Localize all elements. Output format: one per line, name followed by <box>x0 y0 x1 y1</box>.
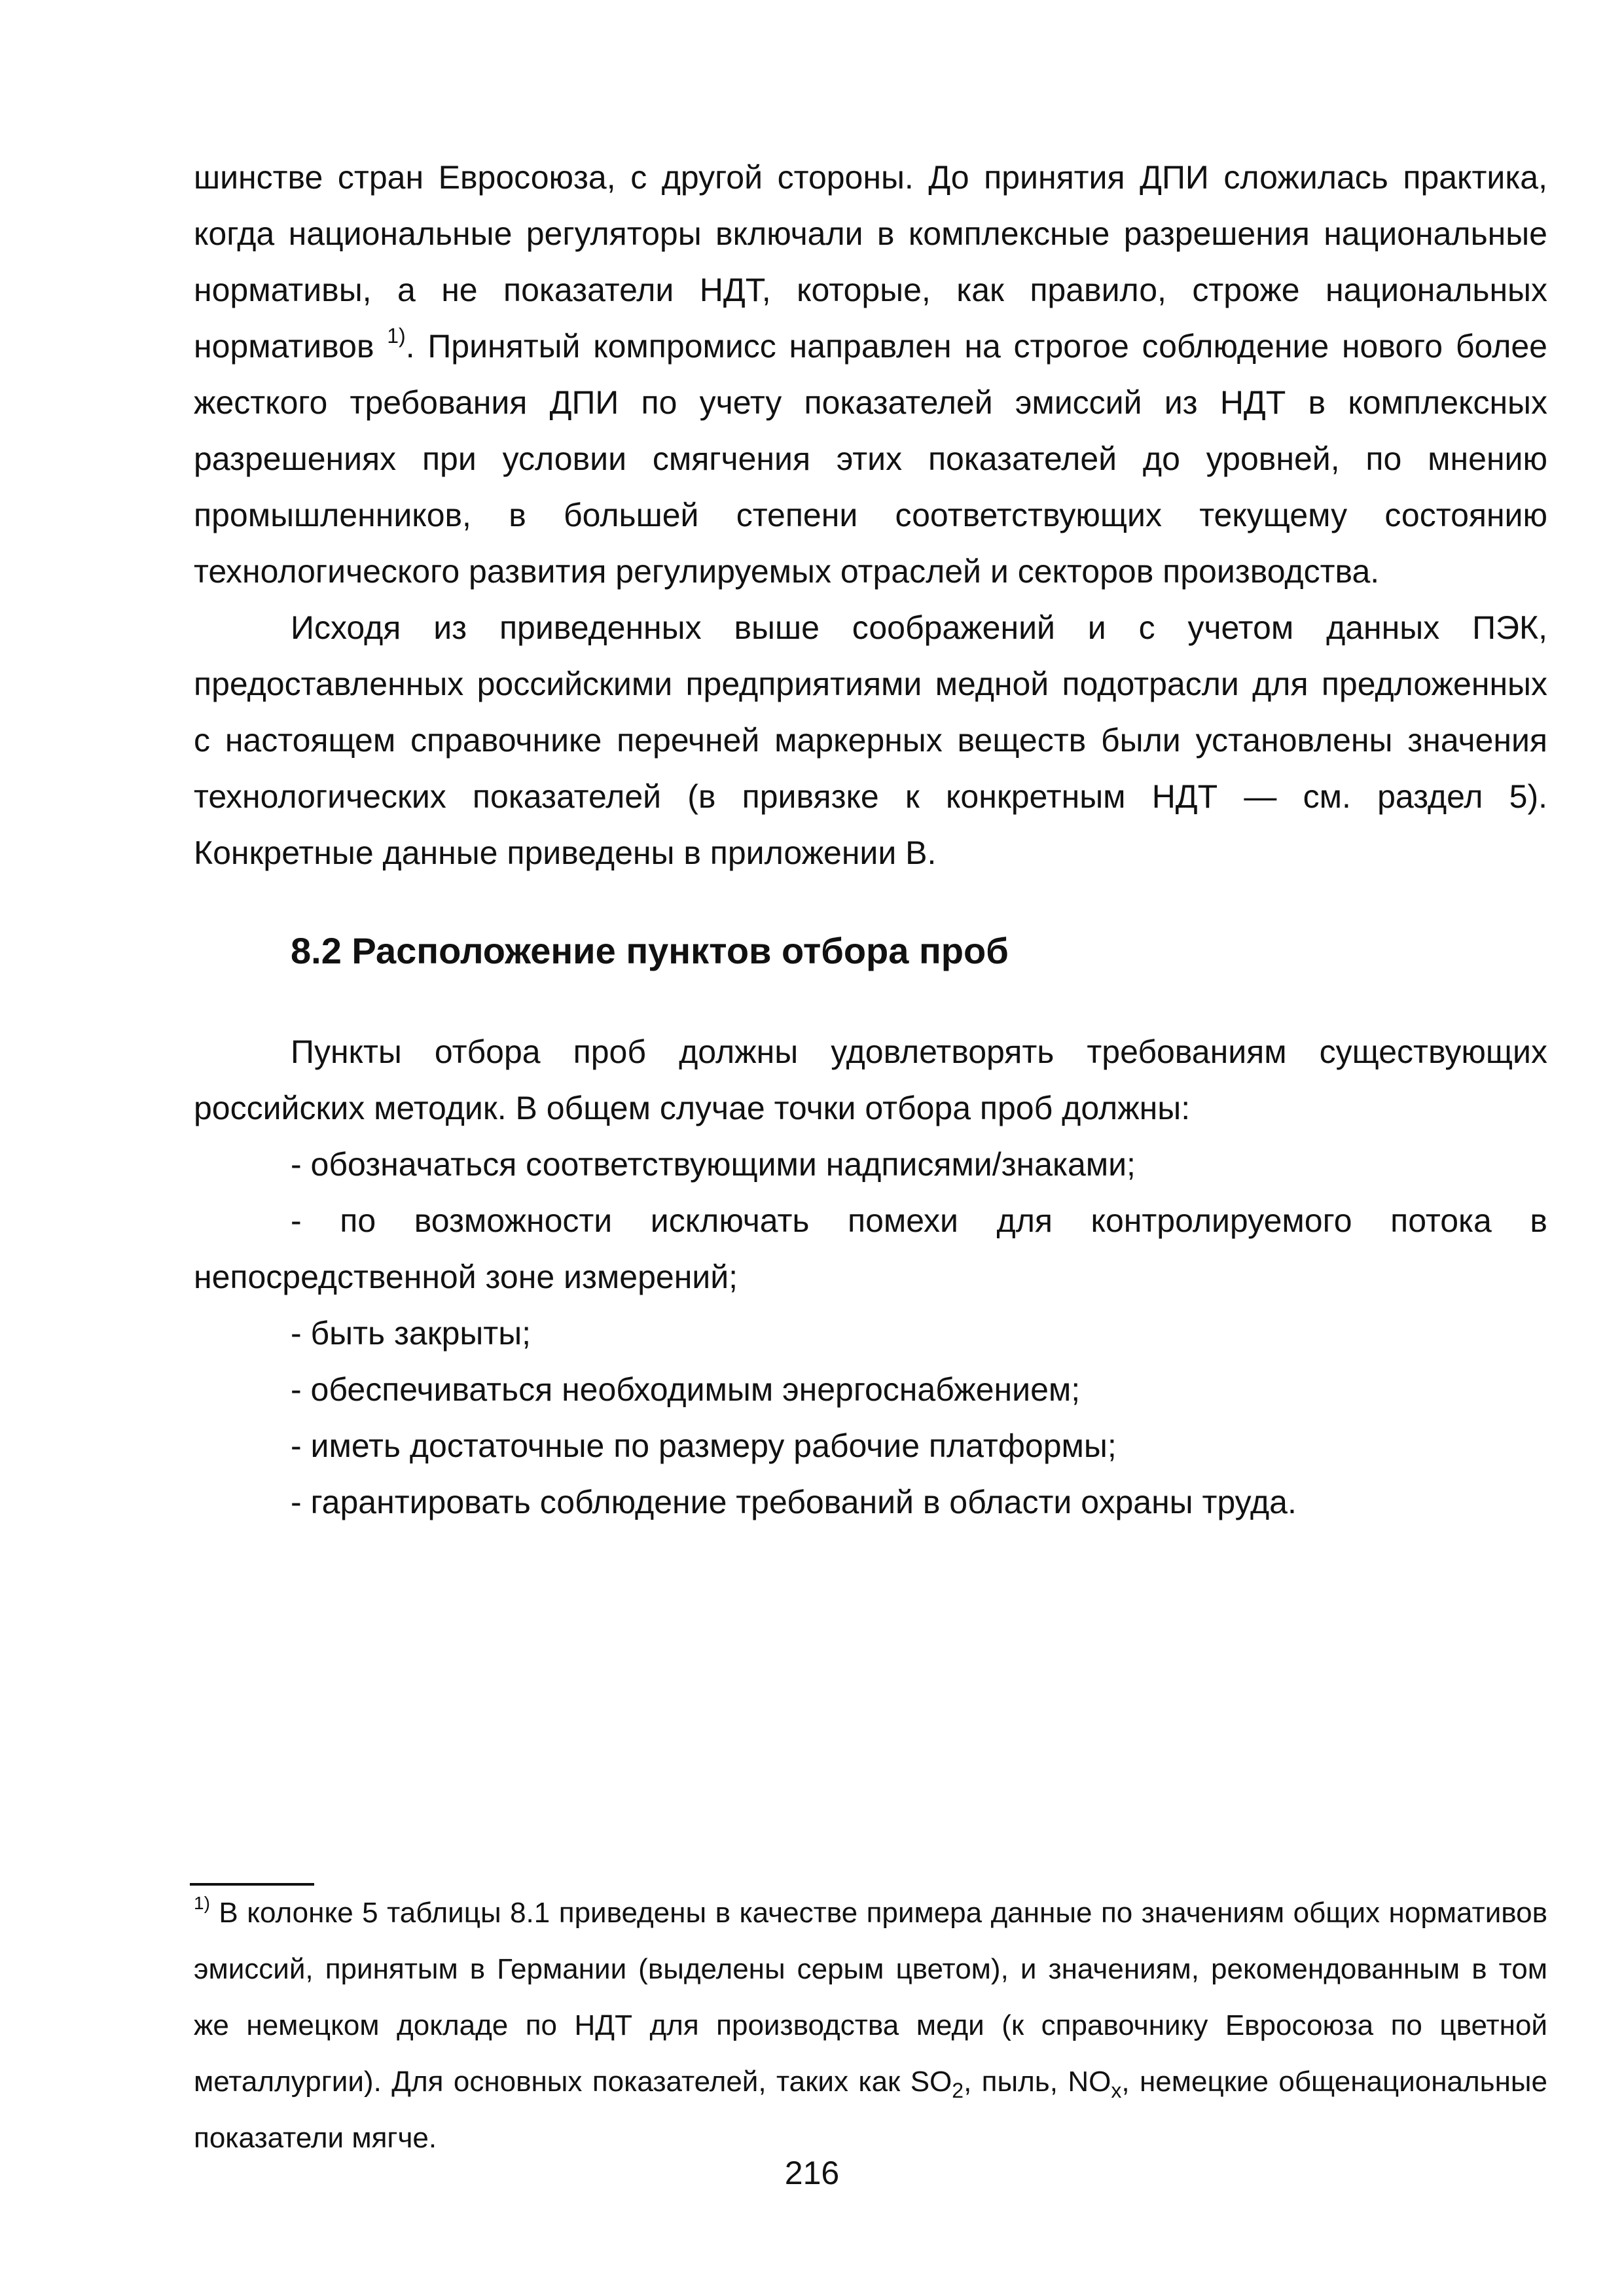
footnote-ref: 1) <box>387 324 406 348</box>
section-heading: 8.2 Расположение пунктов отбора проб <box>291 930 1009 971</box>
footnote <box>194 1885 1547 2166</box>
list-item: - иметь достаточные по размеру рабочие платформы; <box>291 1427 1117 1464</box>
paragraph-2: Исходя из приведенных выше соображений и с учетом данных ПЭК, предоставленных российскими предприятиями медной подотрасли для предложенных с настоящем справочнике перечней маркерных веществ были установлены значения технологических показателей (в привязке к конкретным НДТ — см. раздел 5). Конкретные данные приведены в приложении В. <box>194 609 1547 871</box>
paragraph-1 <box>194 149 1547 600</box>
paragraph-1-text: шинстве стран Евросоюза, с другой стороны. До принятия ДПИ сложилась практика, когда национальные регуляторы включали в комплексные разрешения национальные нормативы, а не показатели НДТ, которые, как правило, строже национальных нормативов <box>194 159 1547 365</box>
list-item: - обозначаться соответствующими надписями/знаками; <box>291 1146 1136 1183</box>
paragraph-1-continuation: . Принятый компромисс направлен на строгое соблюдение нового более жесткого требования ДПИ по учету показателей эмиссий из НДТ в комплексных разрешениях при условии смягчения этих показателей до уровней, по мнению промышленников, в большей степени соответствующих текущему состоянию технологического развития регулируемых отраслей и секторов производства. <box>194 328 1547 590</box>
list-item: - обеспечиваться необходимым энергоснабжением; <box>291 1371 1081 1408</box>
subscript-nox: x <box>1111 2079 1122 2102</box>
list-item: - гарантировать соблюдение требований в области охраны труда. <box>291 1484 1297 1520</box>
footnote-text <box>194 1885 1547 2166</box>
list-item: - быть закрыты; <box>291 1315 532 1352</box>
subscript-so2: 2 <box>952 2079 964 2102</box>
paragraph-3: Пункты отбора проб должны удовлетворять требованиям существующих российских методик. В общем случае точки отбора проб должны: <box>194 1033 1547 1126</box>
footnote-text-c: , немецкие общенациональные показатели мягче. <box>194 2066 1547 2154</box>
footnote-text-a: В колонке 5 таблицы 8.1 приведены в качестве примера данные по значениям общих нормативов эмиссий, принятым в Германии (выделены серым цветом), и значениям, рекомендованным в том же немецком докладе по НДТ для производства меди (к справочнику Евросоюза по цветной металлургии). Для основных показателей, таких как SO <box>194 1897 1547 2098</box>
document-body <box>194 149 1547 1530</box>
page-number: 216 <box>784 2155 840 2191</box>
list-item: - по возможности исключать помехи для контролируемого потока в непосредственной зоне измерений; <box>194 1202 1547 1295</box>
footnote-text-b: , пыль, NO <box>964 2066 1111 2098</box>
section-heading-block <box>194 923 1547 979</box>
footnote-marker: 1) <box>194 1893 210 1913</box>
